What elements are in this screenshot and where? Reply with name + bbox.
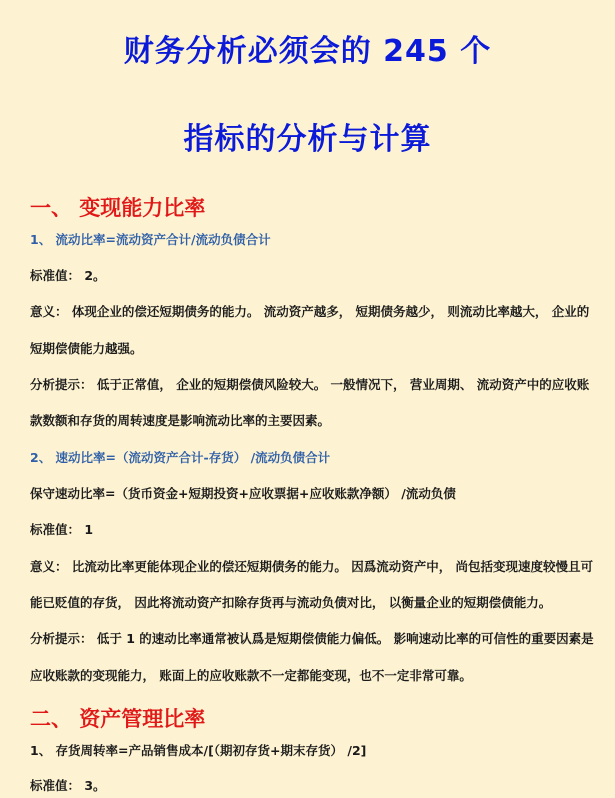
formula-conservative-quick-ratio: 保守速动比率=（货币资金+短期投资+应收票据+应收账款净额） /流动负债 bbox=[30, 486, 456, 501]
formula-current-ratio: 1、 流动比率=流动资产合计/流动负债合计 bbox=[30, 232, 271, 247]
hint-quick-ratio-line-2: 应收账款的变现能力， 账面上的应收账款不一定都能变现，也不一定非常可靠。 bbox=[30, 668, 472, 683]
standard-current-ratio: 标准值： 2。 bbox=[30, 268, 106, 283]
document-title-line-2: 指标的分析与计算 bbox=[183, 122, 432, 157]
standard-inventory-turnover: 标准值： 3。 bbox=[30, 778, 106, 793]
hint-current-ratio-line-1: 分析提示： 低于正常值， 企业的短期偿债风险较大。 一般情况下， 营业周期、 流动资产中的应收账 bbox=[30, 377, 590, 392]
meaning-quick-ratio-line-2: 能已贬值的存货， 因此将流动资产扣除存货再与流动负债对比， 以衡量企业的短期偿债能力。 bbox=[30, 595, 552, 610]
meaning-current-ratio-line-1: 意义： 体现企业的偿还短期债务的能力。 流动资产越多， 短期债务越少， 则流动比率越大， 企业的 bbox=[30, 304, 590, 319]
formula-inventory-turnover: 1、 存货周转率=产品销售成本/[（期初存货+期末存货） /2] bbox=[30, 743, 367, 758]
standard-quick-ratio: 标准值： 1 bbox=[30, 522, 94, 537]
section-heading-liquidity: 一、 变现能力比率 bbox=[30, 196, 206, 220]
formula-quick-ratio: 2、 速动比率=（流动资产合计-存货） /流动负债合计 bbox=[30, 450, 331, 465]
meaning-quick-ratio-line-1: 意义： 比流动比率更能体现企业的偿还短期债务的能力。 因爲流动资产中， 尚包括变现速度较慢且可 bbox=[30, 559, 594, 574]
section-heading-asset-management: 二、 资产管理比率 bbox=[30, 707, 206, 731]
hint-quick-ratio-line-1: 分析提示： 低于 1 的速动比率通常被认爲是短期偿债能力偏低。 影响速动比率的可信性的重要因素是 bbox=[30, 631, 594, 646]
hint-current-ratio-line-2: 款数额和存货的周转速度是影响流动比率的主要因素。 bbox=[30, 413, 331, 428]
document-title-line-1: 财务分析必须会的 245 个 bbox=[123, 34, 492, 69]
meaning-current-ratio-line-2: 短期偿债能力越强。 bbox=[30, 341, 143, 356]
